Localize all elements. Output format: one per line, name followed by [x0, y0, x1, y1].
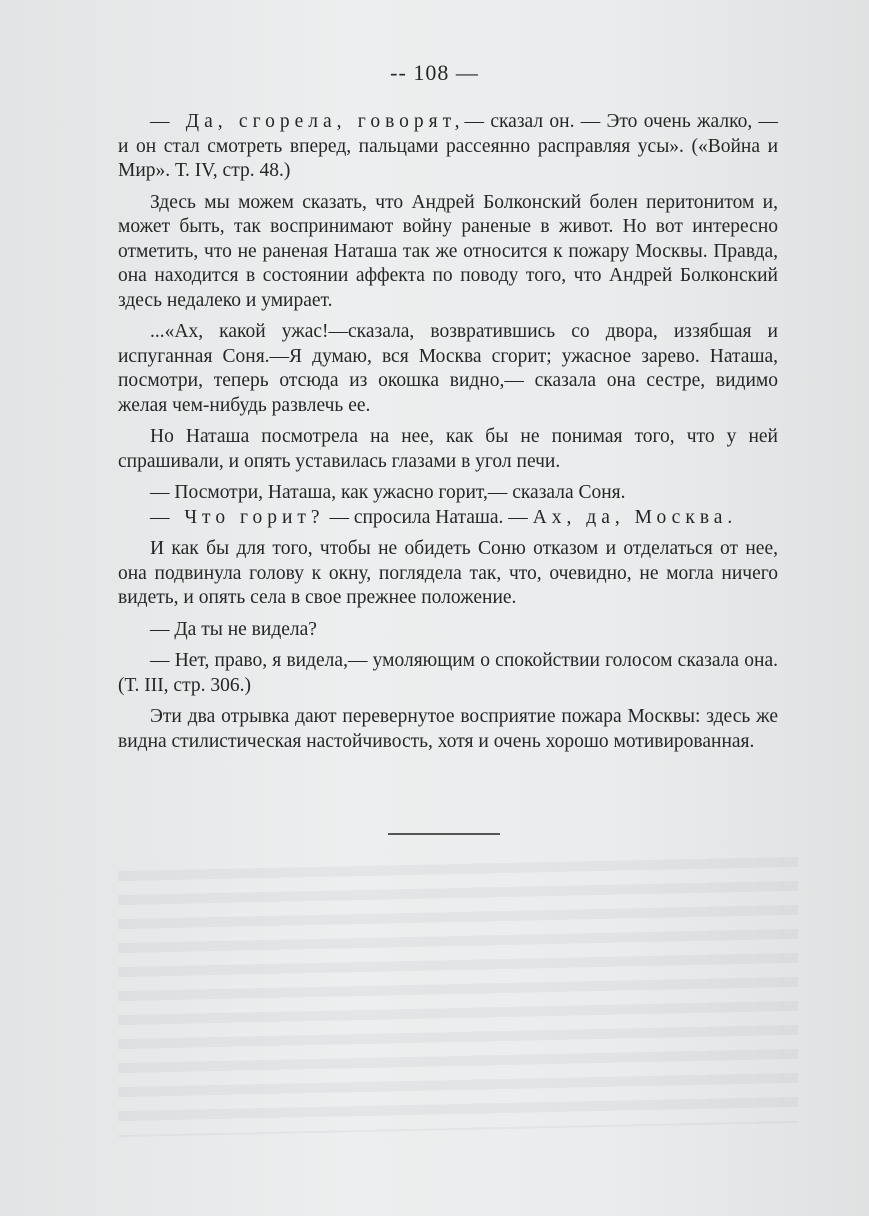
spaced-speech: — Да, сгорела, говорят,: [150, 111, 465, 132]
paragraph-7: И как бы для того, чтобы не обидеть Соню отказом и отделаться от нее, она подвинула голову к окну, поглядела так, что, очевидно, не могла ничего видеть, и опять села в свое прежнее положение.: [118, 538, 778, 608]
spaced-answer: Ах, да, Москва.: [532, 506, 738, 528]
paragraph-2: Здесь мы можем сказать, что Андрей Болконский болен перитонитом и, может быть, так воспринимают войну раненые в живот. Но вот интересно отметить, что не раненая Наташа так же относится к пожару Москвы. Правда, она находится в состоянии аффекта по поводу того, что Андрей Болконский здесь недалеко и умирает.: [118, 191, 778, 311]
paragraph-3: ...«Ах, какой ужас!—сказала, возвратившись со двора, иззябшая и испуганная Соня.—Я думаю, вся Москва сгорит; ужасное зарево. Наташа, посмотри, теперь отсюда из окошка видно,— сказала она сестре, видимо желая чем-нибудь развлечь ее.: [118, 321, 778, 416]
paragraph-8: — Да ты не видела?: [150, 618, 317, 640]
paragraph-5: — Посмотри, Наташа, как ужасно горит,— сказала Соня.: [150, 482, 626, 503]
paragraph-10: Эти два отрывка дают перевернутое восприятие пожара Москвы: здесь же видна стилистическая настойчивость, хотя и очень хорошо мотивированная.: [118, 706, 778, 752]
spaced-question: — Что горит?: [150, 506, 325, 528]
paragraph-6: [118, 506, 778, 531]
paragraph-4: Но Наташа посмотрела на нее, как бы не понимая того, что у ней спрашивали, и опять уставилась глазами в угол печи.: [118, 426, 778, 472]
paragraph-9: — Нет, право, я видела,— умоляющим о спокойствии голосом сказала она. (Т. III, стр. 306.): [118, 650, 778, 696]
paragraph-1-rest: — сказал он. — Это очень жалко, — и он стал смотреть вперед, пальцами рассеянно расправляя усы». («Война и Мир». Т. IV, стр. 48.): [118, 111, 778, 181]
page-number: -- 108 —: [390, 60, 479, 85]
section-divider: [388, 833, 500, 835]
paragraph-1: [118, 110, 778, 184]
bleed-through-text: [118, 843, 798, 1137]
paragraph-6-mid: — спросила Наташа. —: [324, 506, 533, 528]
body-text: [118, 110, 778, 761]
